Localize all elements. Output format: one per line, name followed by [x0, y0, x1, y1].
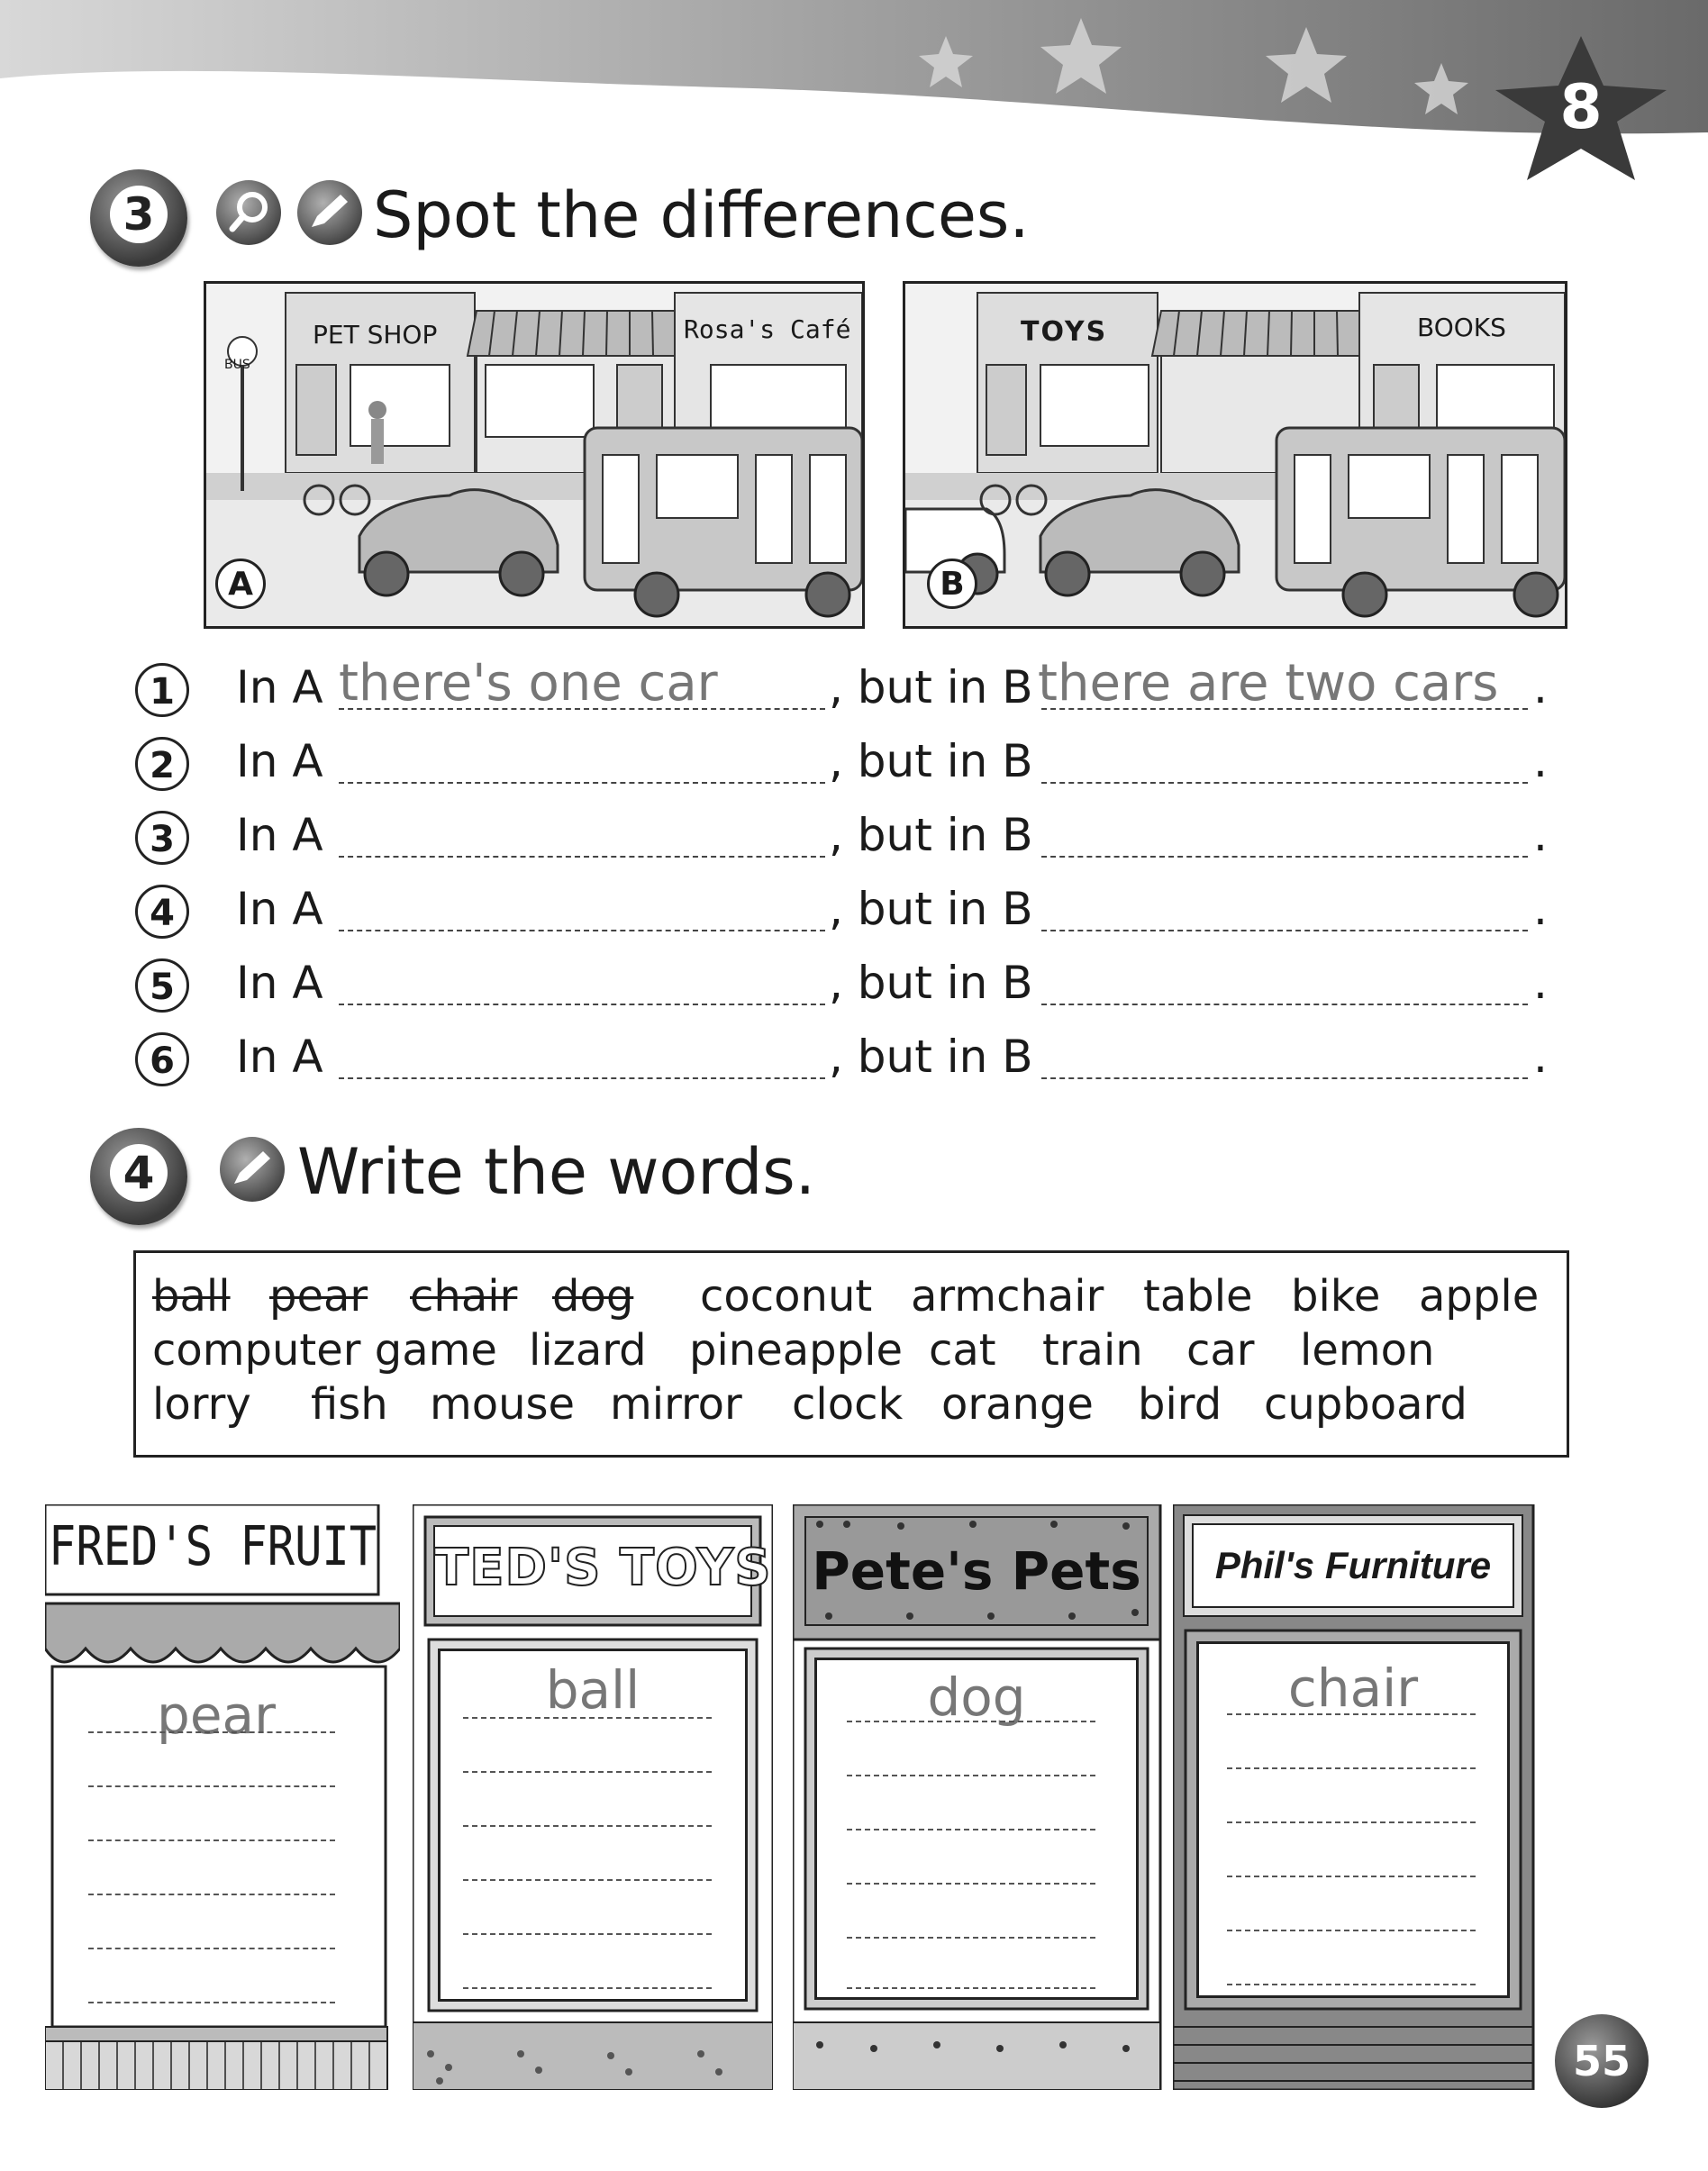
picture-a	[204, 281, 865, 629]
shop-sign-pet-shop: PET SHOP	[313, 320, 438, 350]
but-in-b-label: , but in B	[829, 809, 1033, 861]
example-word-furniture: chair	[1287, 1658, 1419, 1719]
shop-petes-pets	[793, 1504, 1162, 2090]
word-bank-item: apple	[1419, 1271, 1540, 1322]
word-bank-item: car	[1186, 1325, 1255, 1376]
in-a-label: In A	[236, 809, 323, 861]
word-bank-item: cat	[929, 1325, 996, 1376]
answer-a-line	[339, 856, 825, 858]
word-bank-item: cupboard	[1264, 1379, 1467, 1430]
word-bank-item: orange	[941, 1379, 1094, 1430]
shop-sign-teds-toys: TED'S TOYS	[434, 1539, 772, 1597]
example-word-fruit: pear	[157, 1685, 276, 1746]
picture-b-label: B	[927, 559, 977, 609]
word-bank-item: chair	[410, 1271, 518, 1322]
unit-number: 8	[1559, 72, 1603, 143]
word-bank	[133, 1250, 1569, 1458]
sentence-number: 3	[135, 811, 189, 865]
sentence-end: .	[1533, 883, 1548, 935]
sentence-number: 5	[135, 958, 189, 1013]
word-bank-item: lemon	[1300, 1325, 1435, 1376]
exercise-4-title: Write the words.	[297, 1135, 815, 1209]
sentence-number: 4	[135, 885, 189, 939]
shop-sign-petes-pets: Pete's Pets	[812, 1540, 1141, 1602]
sentence-number: 6	[135, 1032, 189, 1086]
word-bank-item: mirror	[610, 1379, 742, 1430]
answer-a-line	[339, 1077, 825, 1079]
sentence-row	[135, 1027, 1558, 1090]
magnifier-icon	[216, 180, 281, 245]
word-bank-item: train	[1042, 1325, 1143, 1376]
sentence-row	[135, 953, 1558, 1016]
answer-b-line	[1041, 930, 1528, 931]
but-in-b-label: , but in B	[829, 1031, 1033, 1083]
in-a-label: In A	[236, 1031, 323, 1083]
pencil-icon	[297, 180, 362, 245]
word-bank-item: computer game	[152, 1325, 497, 1376]
pencil-icon	[220, 1137, 285, 1202]
word-bank-item: fish	[311, 1379, 388, 1430]
answer-a-line	[339, 782, 825, 784]
word-bank-item: clock	[792, 1379, 904, 1430]
bus-stop-sign: BUS	[224, 358, 250, 372]
word-bank-item: bike	[1291, 1271, 1381, 1322]
header-band	[0, 0, 1708, 180]
word-bank-item: pear	[269, 1271, 368, 1322]
page-number: 55	[1555, 2014, 1649, 2108]
word-bank-item: bird	[1138, 1379, 1222, 1430]
word-bank-item: ball	[152, 1271, 231, 1322]
word-bank-item: coconut	[700, 1271, 873, 1322]
word-bank-item: armchair	[911, 1271, 1104, 1322]
answer-a[interactable]: there's one car	[339, 654, 718, 713]
shop-phils-furniture	[1173, 1504, 1535, 2090]
answer-a-line	[339, 1004, 825, 1005]
sentence-end: .	[1533, 1031, 1548, 1083]
word-bank-item: pineapple	[689, 1325, 903, 1376]
sentence-end: .	[1533, 809, 1548, 861]
answer-b-line	[1041, 1004, 1528, 1005]
example-word-toys: ball	[545, 1659, 640, 1721]
shop-sign-freds-fruit: FRED'S FRUIT	[49, 1515, 377, 1578]
picture-b	[903, 281, 1567, 629]
answer-b[interactable]: there are two cars	[1038, 654, 1499, 713]
answer-b-line	[1041, 782, 1528, 784]
sentence-row	[135, 731, 1558, 795]
word-bank-item: lizard	[529, 1325, 647, 1376]
shop-sign-books: BOOKS	[1417, 313, 1506, 342]
exercise-3-number-badge	[90, 169, 187, 267]
word-bank-item: lorry	[152, 1379, 251, 1430]
exercise-4-number: 4	[110, 1144, 168, 1202]
shop-sign-rosas-cafe: Rosa's Café	[684, 314, 851, 344]
answer-a-line	[339, 930, 825, 931]
shop-teds-toys	[413, 1504, 773, 2090]
shop-sign-toys: TOYS	[1021, 316, 1108, 348]
answer-b-line	[1041, 1077, 1528, 1079]
shop-sign-phils-furniture: Phil's Furniture	[1214, 1544, 1492, 1586]
word-bank-item: mouse	[430, 1379, 576, 1430]
sentence-end: .	[1533, 661, 1548, 713]
sentence-row	[135, 654, 1558, 721]
in-a-label: In A	[236, 661, 323, 713]
in-a-label: In A	[236, 883, 323, 935]
sentence-end: .	[1533, 957, 1548, 1009]
but-in-b-label: , but in B	[829, 735, 1033, 787]
in-a-label: In A	[236, 735, 323, 787]
but-in-b-label: , but in B	[829, 661, 1033, 713]
word-bank-item: table	[1143, 1271, 1253, 1322]
sentence-row	[135, 879, 1558, 942]
but-in-b-label: , but in B	[829, 957, 1033, 1009]
picture-a-label: A	[215, 559, 266, 609]
sentence-row	[135, 805, 1558, 868]
sentence-end: .	[1533, 735, 1548, 787]
answer-b-line	[1041, 856, 1528, 858]
shop-freds-fruit	[45, 1504, 400, 2090]
word-bank-item: dog	[552, 1271, 634, 1322]
exercise-4-number-badge	[90, 1128, 187, 1225]
exercise-3-number: 3	[110, 186, 168, 243]
example-word-pets: dog	[927, 1667, 1026, 1728]
in-a-label: In A	[236, 957, 323, 1009]
sentence-number: 2	[135, 737, 189, 791]
sentence-number: 1	[135, 663, 189, 717]
but-in-b-label: , but in B	[829, 883, 1033, 935]
exercise-3-title: Spot the differences.	[373, 178, 1030, 252]
